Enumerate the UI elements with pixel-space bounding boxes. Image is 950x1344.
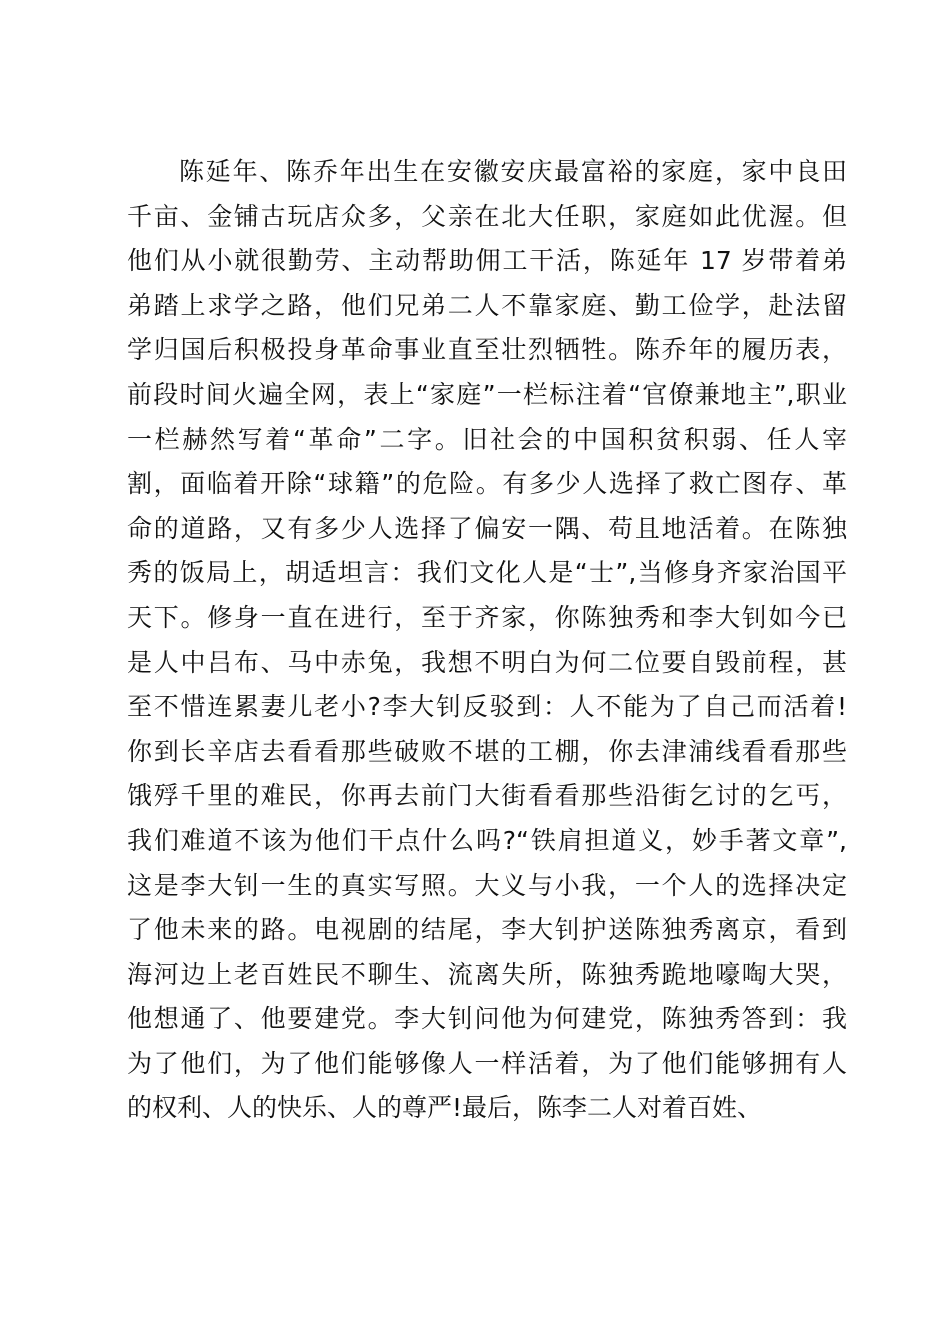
text-line: 他们从小就很勤劳、主动帮助佣工干活，陈延年 17 岁带着弟 [127,246,847,276]
text-line: 学归国后积极投身革命事业直至壮烈牺牲。陈乔年的履历表， [127,335,847,365]
text-line: 前段时间火遍全网，表上“家庭”一栏标注着“官僚兼地主”,职业 [127,379,847,409]
text-line: 割，面临着开除“球籍”的危险。有多少人选择了救亡图存、革 [127,469,847,499]
body-paragraph [127,150,847,1131]
text-line: 秀的饭局上，胡适坦言：我们文化人是“士”,当修身齐家治国平 [127,558,847,588]
text-line: 千亩、金铺古玩店众多，父亲在北大任职，家庭如此优渥。但 [127,201,847,231]
text-line: 的权利、人的快乐、人的尊严!最后，陈李二人对着百姓、 [127,1093,763,1123]
text-line: 一栏赫然写着“革命”二字。旧社会的中国积贫积弱、任人宰 [127,424,847,454]
text-line: 我们难道不该为他们干点什么吗?“铁肩担道义，妙手著文章”, [127,825,847,855]
text-line: 了他未来的路。电视剧的结尾，李大钊护送陈独秀离京，看到 [127,915,847,945]
text-line: 天下。修身一直在进行，至于齐家，你陈独秀和李大钊如今已 [127,602,847,632]
text-line: 命的道路，又有多少人选择了偏安一隅、苟且地活着。在陈独 [127,513,847,543]
text-line: 这是李大钊一生的真实写照。大义与小我，一个人的选择决定 [127,870,847,900]
text-line: 是人中吕布、马中赤兔，我想不明白为何二位要自毁前程，甚 [127,647,847,677]
text-line: 饿殍千里的难民，你再去前门大街看看那些沿街乞讨的乞丐， [127,781,847,811]
text-line: 至不惜连累妻儿老小?李大钊反驳到：人不能为了自己而活着! [127,692,847,722]
text-line: 弟踏上求学之路，他们兄弟二人不靠家庭、勤工俭学，赴法留 [127,290,847,320]
text-line: 你到长辛店去看看那些破败不堪的工棚，你去津浦线看看那些 [127,736,847,766]
text-line: 为了他们，为了他们能够像人一样活着，为了他们能够拥有人 [127,1048,847,1078]
text-line: 陈延年、陈乔年出生在安徽安庆最富裕的家庭，家中良田 [179,157,847,186]
text-line: 他想通了、他要建党。李大钊问他为何建党，陈独秀答到：我 [127,1004,847,1034]
text-line: 海河边上老百姓民不聊生、流离失所，陈独秀跪地嚎啕大哭， [127,959,847,989]
